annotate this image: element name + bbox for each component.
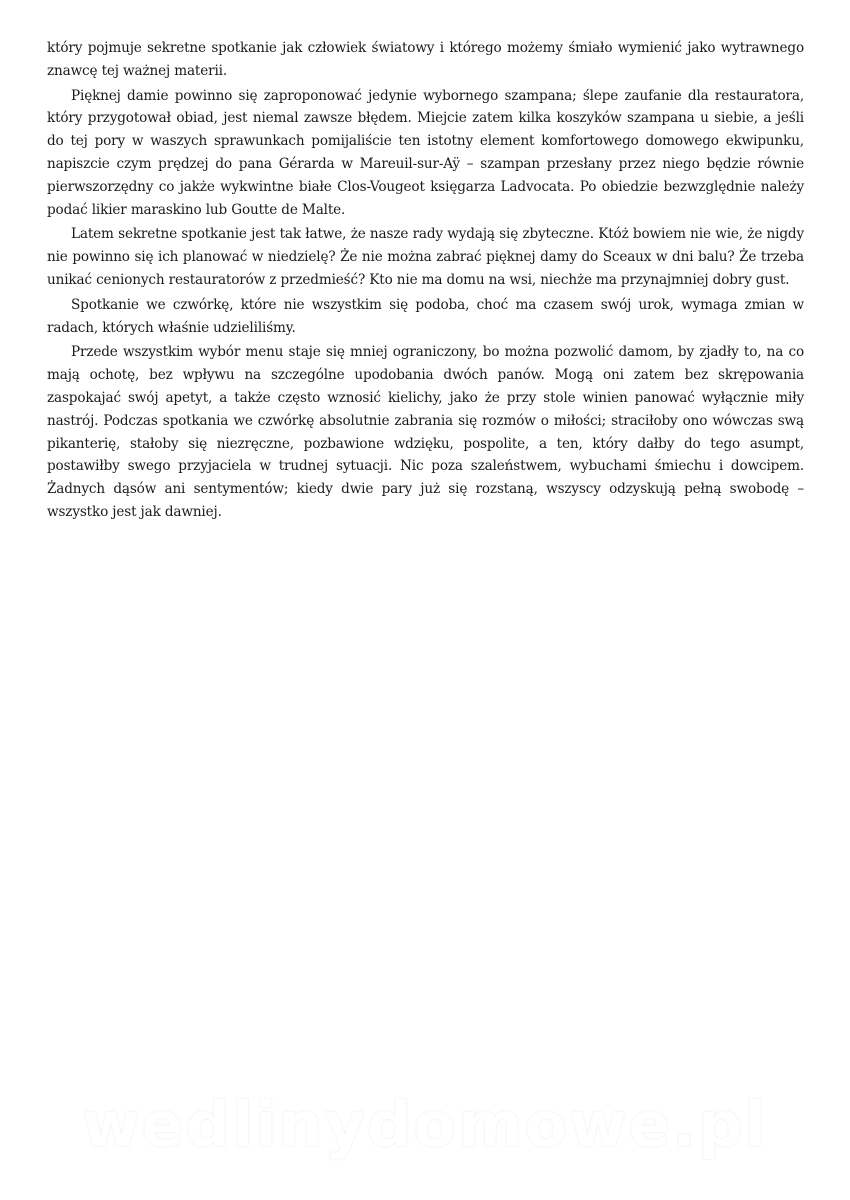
paragraph-1: który pojmuje sekretne spotkanie jak człowiek światowy i którego możemy śmiało wymienić jako wytrawnego znawcę tej ważnej materii. [47,40,804,79]
paragraph-5: Przede wszystkim wybór menu staje się mniej ograniczony, bo można pozwolić damom, by zjadły to, na co mają ochotę, bez wpływu na szczególne upodobania dwóch panów. Mogą oni zatem bez skrępowania zaspokajać swój apetyt, a także często wznosić kielichy, jako że przy stole winien panować wyłącznie miły nastrój. Podczas spotkania we czwórkę absolutnie zabrania się rozmów o miłości; straciłoby ono wówczas swą pikanterię, stałoby się niezręczne, pozbawione wdzięku, pospolite, a ten, który dałby do tego asumpt, postawiłby swego przyjaciela w trudnej sytuacji. Nic poza szaleństwem, wybuchami śmiechu i dowcipem. Żadnych dąsów ani sentymentów; kiedy dwie pary już się rozstaną, wszyscy odzyskują pełną swobodę – wszystko jest jak dawniej. [47,344,804,520]
paragraph-4: Spotkanie we czwórkę, które nie wszystkim się podoba, choć ma czasem swój urok, wymaga zmian w radach, których właśnie udzieliliśmy. [47,296,804,336]
document-body [47,37,804,526]
paragraph-3: Latem sekretne spotkanie jest tak łatwe, że nasze rady wydają się zbyteczne. Któż bowiem nie wie, że nigdy nie powinno się ich planować w niedzielę? Że nie można zabrać pięknej damy do Sceaux w dni balu? Że trzeba unikać cenionych restauratorów z przedmieść? Kto nie ma domu na wsi, niechże ma przynajmniej dobry gust. [47,226,804,288]
watermark: wedlinydomowe.pl [82,1088,768,1161]
paragraph-2: Pięknej damie powinno się zaproponować jedynie wybornego szampana; ślepe zaufanie dla restauratora, który przygotował obiad, jest niemal zawsze błędem. Miejcie zatem kilka koszyków szampana u siebie, a jeśli do tej pory w waszych sprawunkach pomijaliście ten istotny element komfortowego domowego ekwipunku, napiszcie czym prędzej do pana Gérarda w Mareuil-sur-Aÿ – szampan przesłany przez niego będzie równie pierwszorzędny co jakże wykwintne białe Clos-Vougeot księgarza Ladvocata. Po obiedzie bezwzględnie należy podać likier maraskino lub Goutte de Malte. [47,87,804,218]
